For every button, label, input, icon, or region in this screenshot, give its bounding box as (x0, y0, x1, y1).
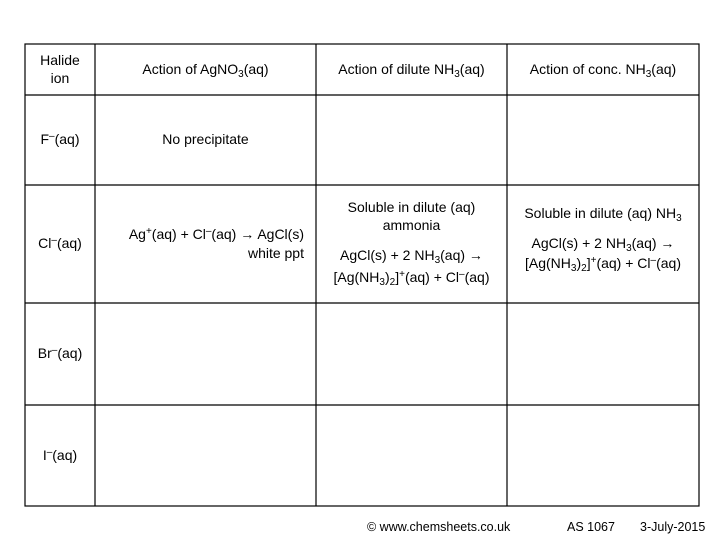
row-fluoride-ion: F–(aq) (40, 131, 80, 148)
header-action-dilute-nh3: Action of dilute $NH_3(aq)$ (338, 60, 485, 80)
header-action-conc-nh3: Action of conc. $NH_3(aq)$ (529, 60, 677, 80)
chloride-agno3-equation: Ag+(aq) + Cl–(aq) → AgCl(s) (128, 225, 304, 242)
row-chloride-dilute-nh3: Soluble in dilute (aq) ammonia AgCl(s) + 2 $NH_3(aq)$ → $[Ag(NH_3)_2]^+(aq) + Cl^-(aq)$ (333, 199, 490, 288)
header-action-agno3: Action of AgNO$_3$(aq) (142, 60, 269, 80)
row-chloride-ion: Cl–(aq) (38, 235, 82, 252)
row-chloride-conc-nh3: Soluble in dilute (aq) $NH_3$ AgCl(s) + 2 $NH_3(aq)$ → $[Ag(NH_3)_2]^+(aq) + Cl^-(aq)$ (524, 205, 682, 274)
chloride-dilute-equation: AgCl(s) + 2 $NH_3(aq)$ → (340, 247, 483, 266)
row-bromide-ion: Br–(aq) (37, 345, 83, 362)
chloride-conc-equation: AgCl(s) + 2 $NH_3(aq)$ → (531, 234, 675, 254)
chloride-agno3-observation: white ppt (247, 245, 304, 261)
footer-date: 3-July-2015 (640, 520, 706, 534)
header-halide-ion: Halide ion (40, 52, 80, 86)
footer-code: AS 1067 (567, 520, 615, 534)
footer-copyright: © www.chemsheets.co.uk (367, 520, 511, 534)
row-chloride-agno3 (95, 185, 316, 303)
row-iodide-ion: I–(aq) (42, 446, 78, 463)
row-fluoride-agno3: No precipitate (162, 131, 249, 148)
